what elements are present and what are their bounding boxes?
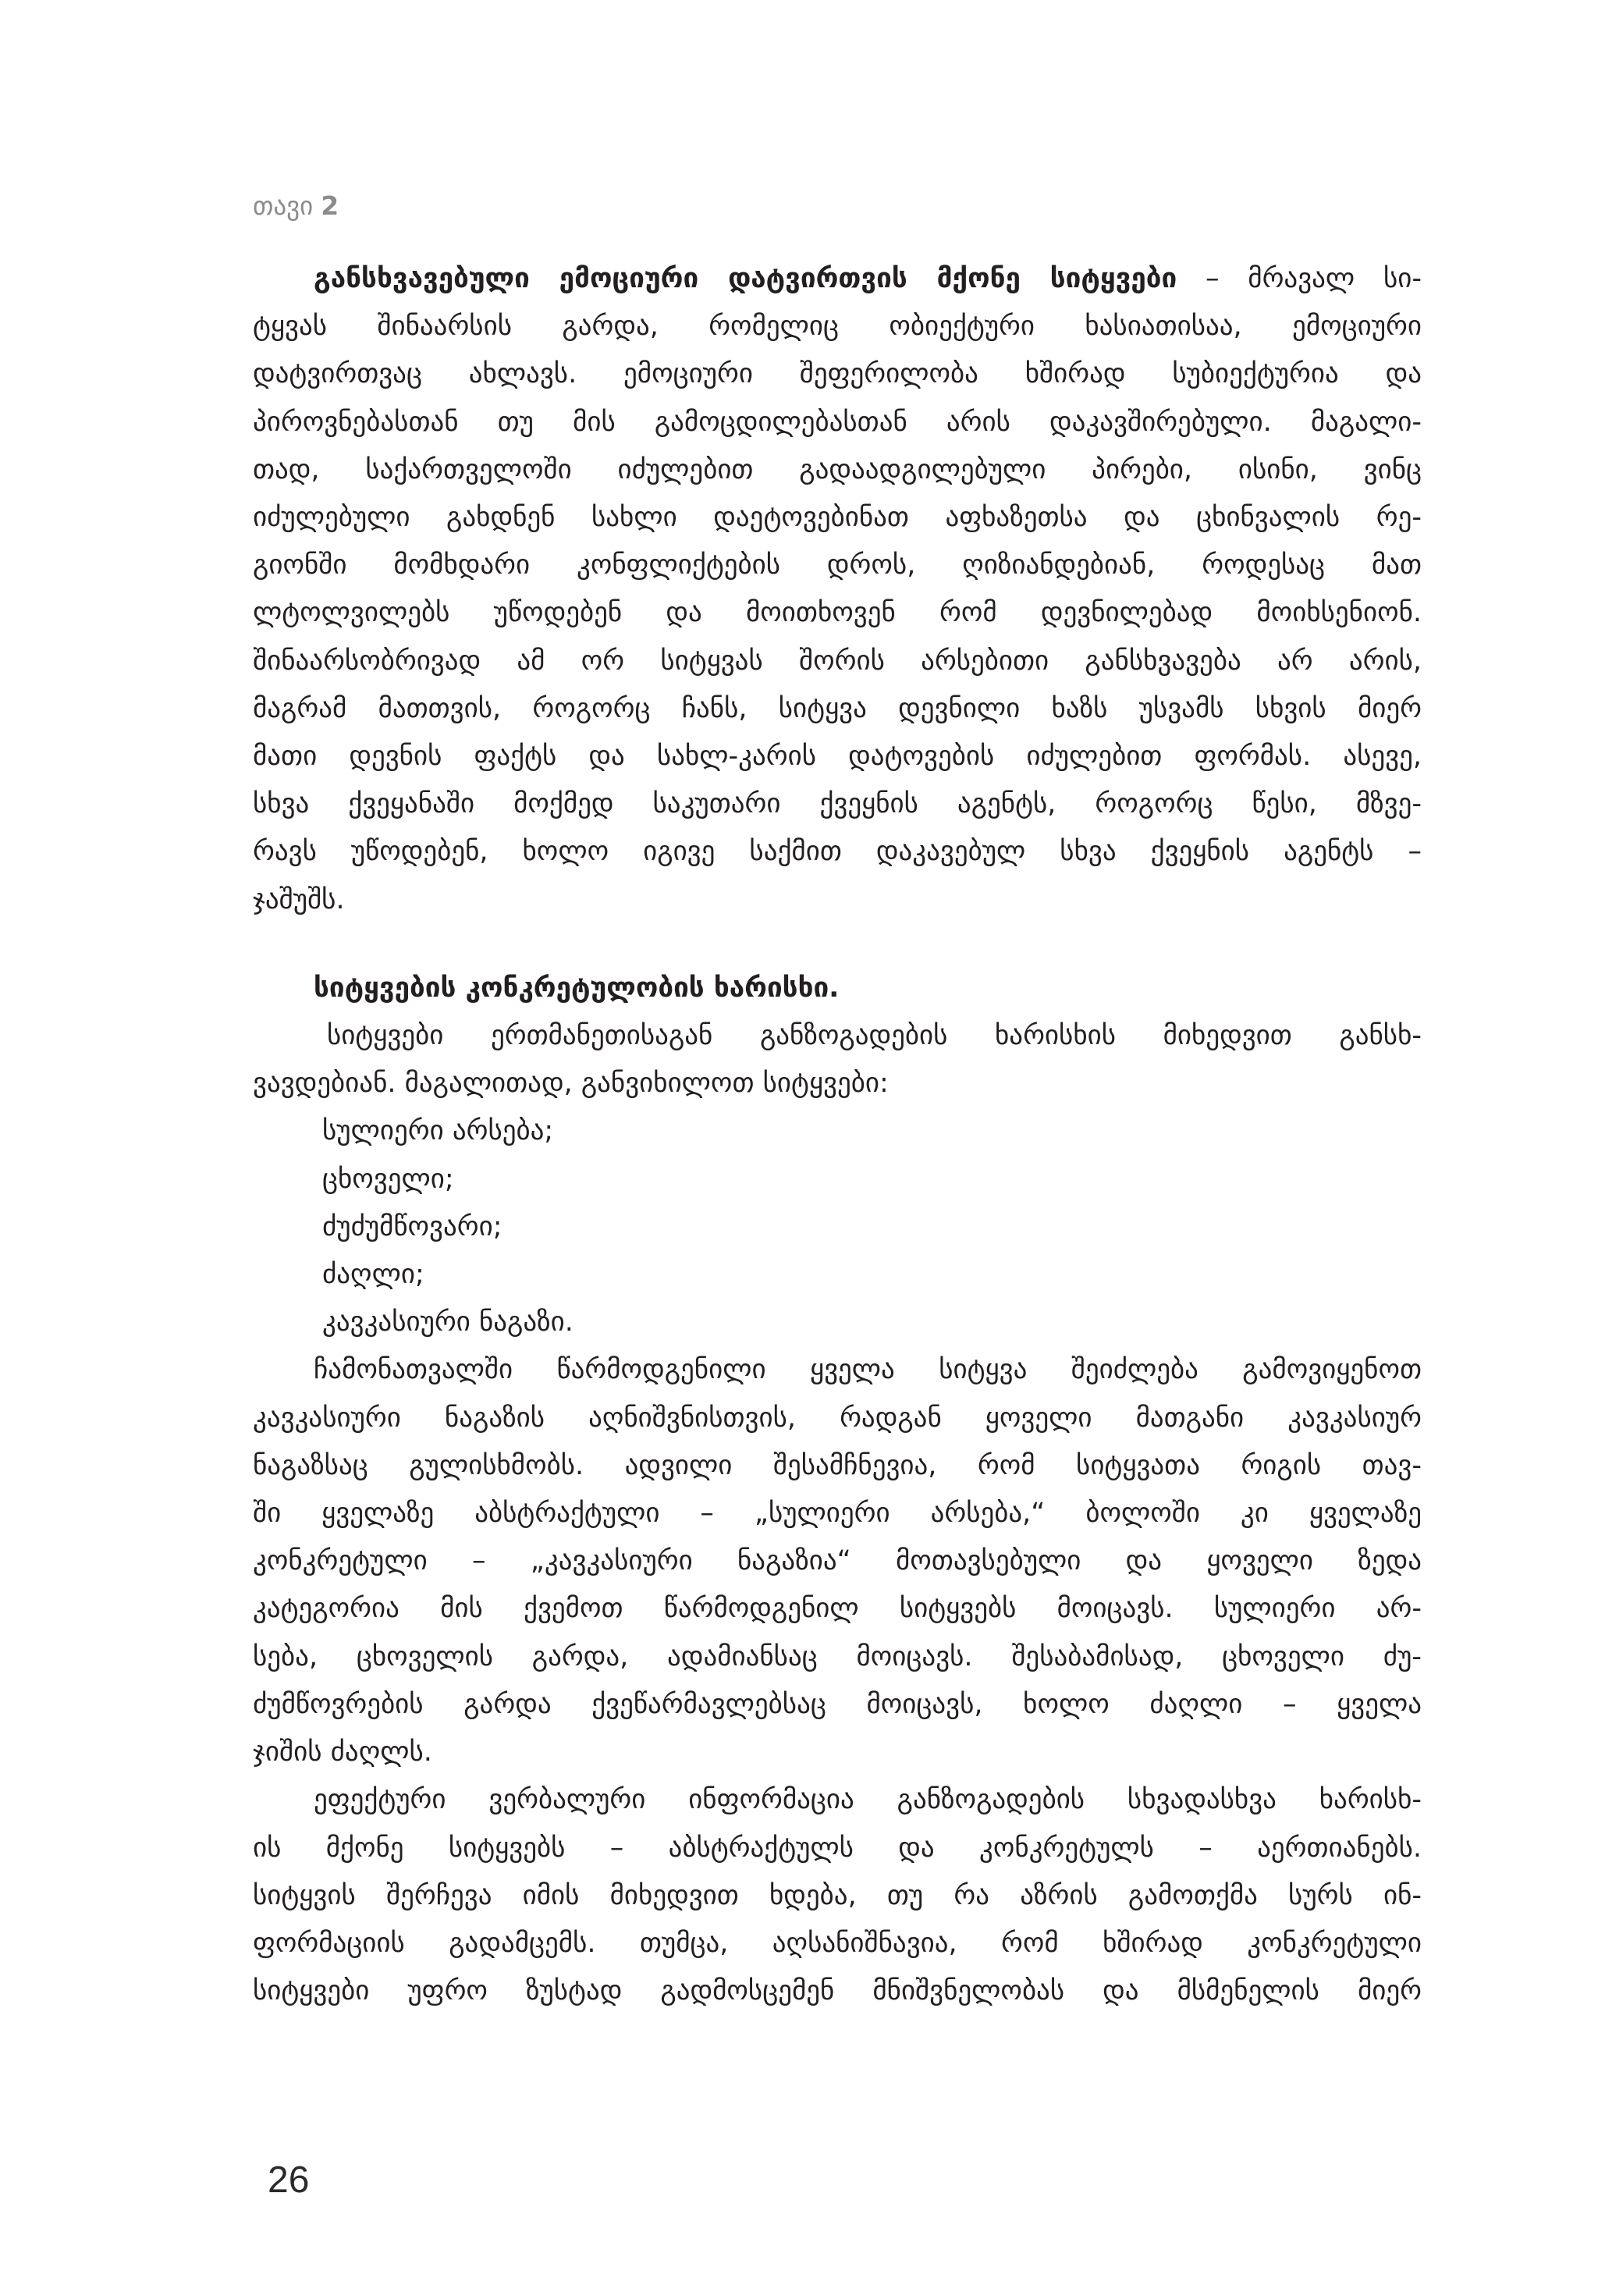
text-line: ლტოლვილებს უწოდებენ და მოითხოვენ რომ დევნილებად მოიხსენიონ. — [253, 597, 1422, 629]
text-line: დატვირთვაც ახლავს. ემოციური შეფერილობა ხშირად სუბიექტურია და — [253, 358, 1422, 390]
list-item: კავკასიური ნაგაზი. — [322, 1306, 574, 1338]
paragraph-effective-information — [253, 1776, 1422, 2015]
chapter-number: 2 — [321, 190, 339, 221]
body-text — [253, 255, 1422, 2015]
text-line: ნაგაზსაც გულისხმობს. ადვილი შესამჩნევია, რომ სიტყვათა რიგის თავ- — [253, 1449, 1422, 1481]
running-header — [253, 190, 339, 222]
word-list — [253, 1107, 1422, 1346]
text-line: სება, ცხოველის გარდა, ადამიანსაც მოიცავს. შესაბამისად, ცხოველი ძუ- — [253, 1640, 1422, 1672]
text-line: პიროვნებასთან თუ მის გამოცდილებასთან არის დაკავშირებული. მაგალი- — [253, 406, 1422, 438]
text-line: კონკრეტული – „კავკასიური ნაგაზია“ მოთავსებული და ყოველი ზედა — [253, 1545, 1422, 1577]
text-line: მათი დევნის ფაქტს და სახლ-კარის დატოვების იძულებით ფორმას. ასევე, — [253, 741, 1422, 773]
text-line: იძულებული გახდნენ სახლი დაეტოვებინათ აფხაზეთსა და ცხინვალის რე- — [253, 502, 1422, 534]
page-number: 26 — [268, 2159, 310, 2201]
text-line: სიტყვები ერთმანეთისაგან განზოგადების ხარისხის მიხედვით განსხ- — [327, 1020, 1422, 1052]
text-line: თად, საქართველოში იძულებით გადაადგილებული პირები, ისინი, ვინც — [253, 453, 1422, 485]
text-line: მაგრამ მათთვის, როგორც ჩანს, სიტყვა დევნილი ხაზს უსვამს სხვის მიერ — [253, 692, 1422, 724]
text-line: ძუმწოვრების გარდა ქვეწარმავლებსაც მოიცავს, ხოლო ძაღლი – ყველა — [253, 1688, 1422, 1720]
paragraph-generalization — [253, 1012, 1422, 1346]
section-heading: სიტყვების კონკრეტულობის ხარისხი. — [314, 972, 840, 1004]
list-item: ძაღლი; — [322, 1259, 424, 1291]
list-item: ძუძუმწოვარი; — [322, 1210, 502, 1242]
text-line: ის მქონე სიტყვებს – აბსტრაქტულს და კონკრეტულს – აერთიანებს. — [253, 1832, 1422, 1864]
text-line: ვავდებიან. მაგალითად, განვიხილოთ სიტყვები: — [253, 1068, 889, 1100]
defined-term: განსხვავებული ემოციური დატვირთვის მქონე სიტყვები — [314, 263, 1177, 294]
text-line: სხვა ქვეყანაში მოქმედ საკუთარი ქვეყნის აგენტს, როგორც წესი, მზვე- — [253, 788, 1422, 820]
text-line: კატეგორია მის ქვემოთ წარმოდგენილ სიტყვებს მოიცავს. სულიერი არ- — [253, 1593, 1422, 1625]
text-line — [253, 255, 1422, 303]
text-line: ტყვას შინაარსის გარდა, რომელიც ობიექტური ხასიათისაა, ემოციური — [253, 311, 1422, 343]
text-line: სიტყვის შერჩევა იმის მიხედვით ხდება, თუ რა აზრის გამოთქმა სურს ინ- — [253, 1879, 1422, 1911]
text-line: ჯაშუშს. — [253, 883, 345, 915]
text-line: ჯიშის ძაღლს. — [253, 1736, 432, 1768]
text-line: შინაარსობრივად ამ ორ სიტყვას შორის არსებითი განსხვავება არ არის, — [253, 645, 1422, 677]
text-line: ში ყველაზე აბსტრაქტული – „სულიერი არსება,“ ბოლოში კი ყველაზე — [253, 1498, 1422, 1530]
paragraph-list-explanation — [253, 1346, 1422, 1776]
text-line: ეფექტური ვერბალური ინფორმაცია განზოგადების სხვადასხვა ხარისხ- — [314, 1784, 1422, 1816]
list-item: ცხოველი; — [322, 1163, 454, 1195]
text-line: რავს უწოდებენ, ხოლო იგივე საქმით დაკავებულ სხვა ქვეყნის აგენტს – — [253, 836, 1422, 868]
chapter-label: თავი — [253, 190, 314, 221]
text-line: სიტყვები უფრო ზუსტად გადმოსცემენ მნიშვნელობას და მსმენელის მიერ — [253, 1975, 1422, 2007]
text-line: ჩამონათვალში წარმოდგენილი ყველა სიტყვა შეიძლება გამოვიყენოთ — [314, 1354, 1422, 1386]
text-span: – მრავალ სი- — [1206, 263, 1422, 294]
text-line: გიონში მომხდარი კონფლიქტების დროს, ღიზიანდებიან, როდესაც მათ — [253, 549, 1422, 581]
list-item: სულიერი არსება; — [322, 1115, 554, 1147]
text-line: კავკასიური ნაგაზის აღნიშვნისთვის, რადგან ყოველი მათგანი კავკასიურ — [253, 1402, 1422, 1434]
text-line: ფორმაციის გადამცემს. თუმცა, აღსანიშნავია, რომ ხშირად კონკრეტული — [253, 1927, 1422, 1959]
paragraph-emotional-load — [253, 255, 1422, 924]
